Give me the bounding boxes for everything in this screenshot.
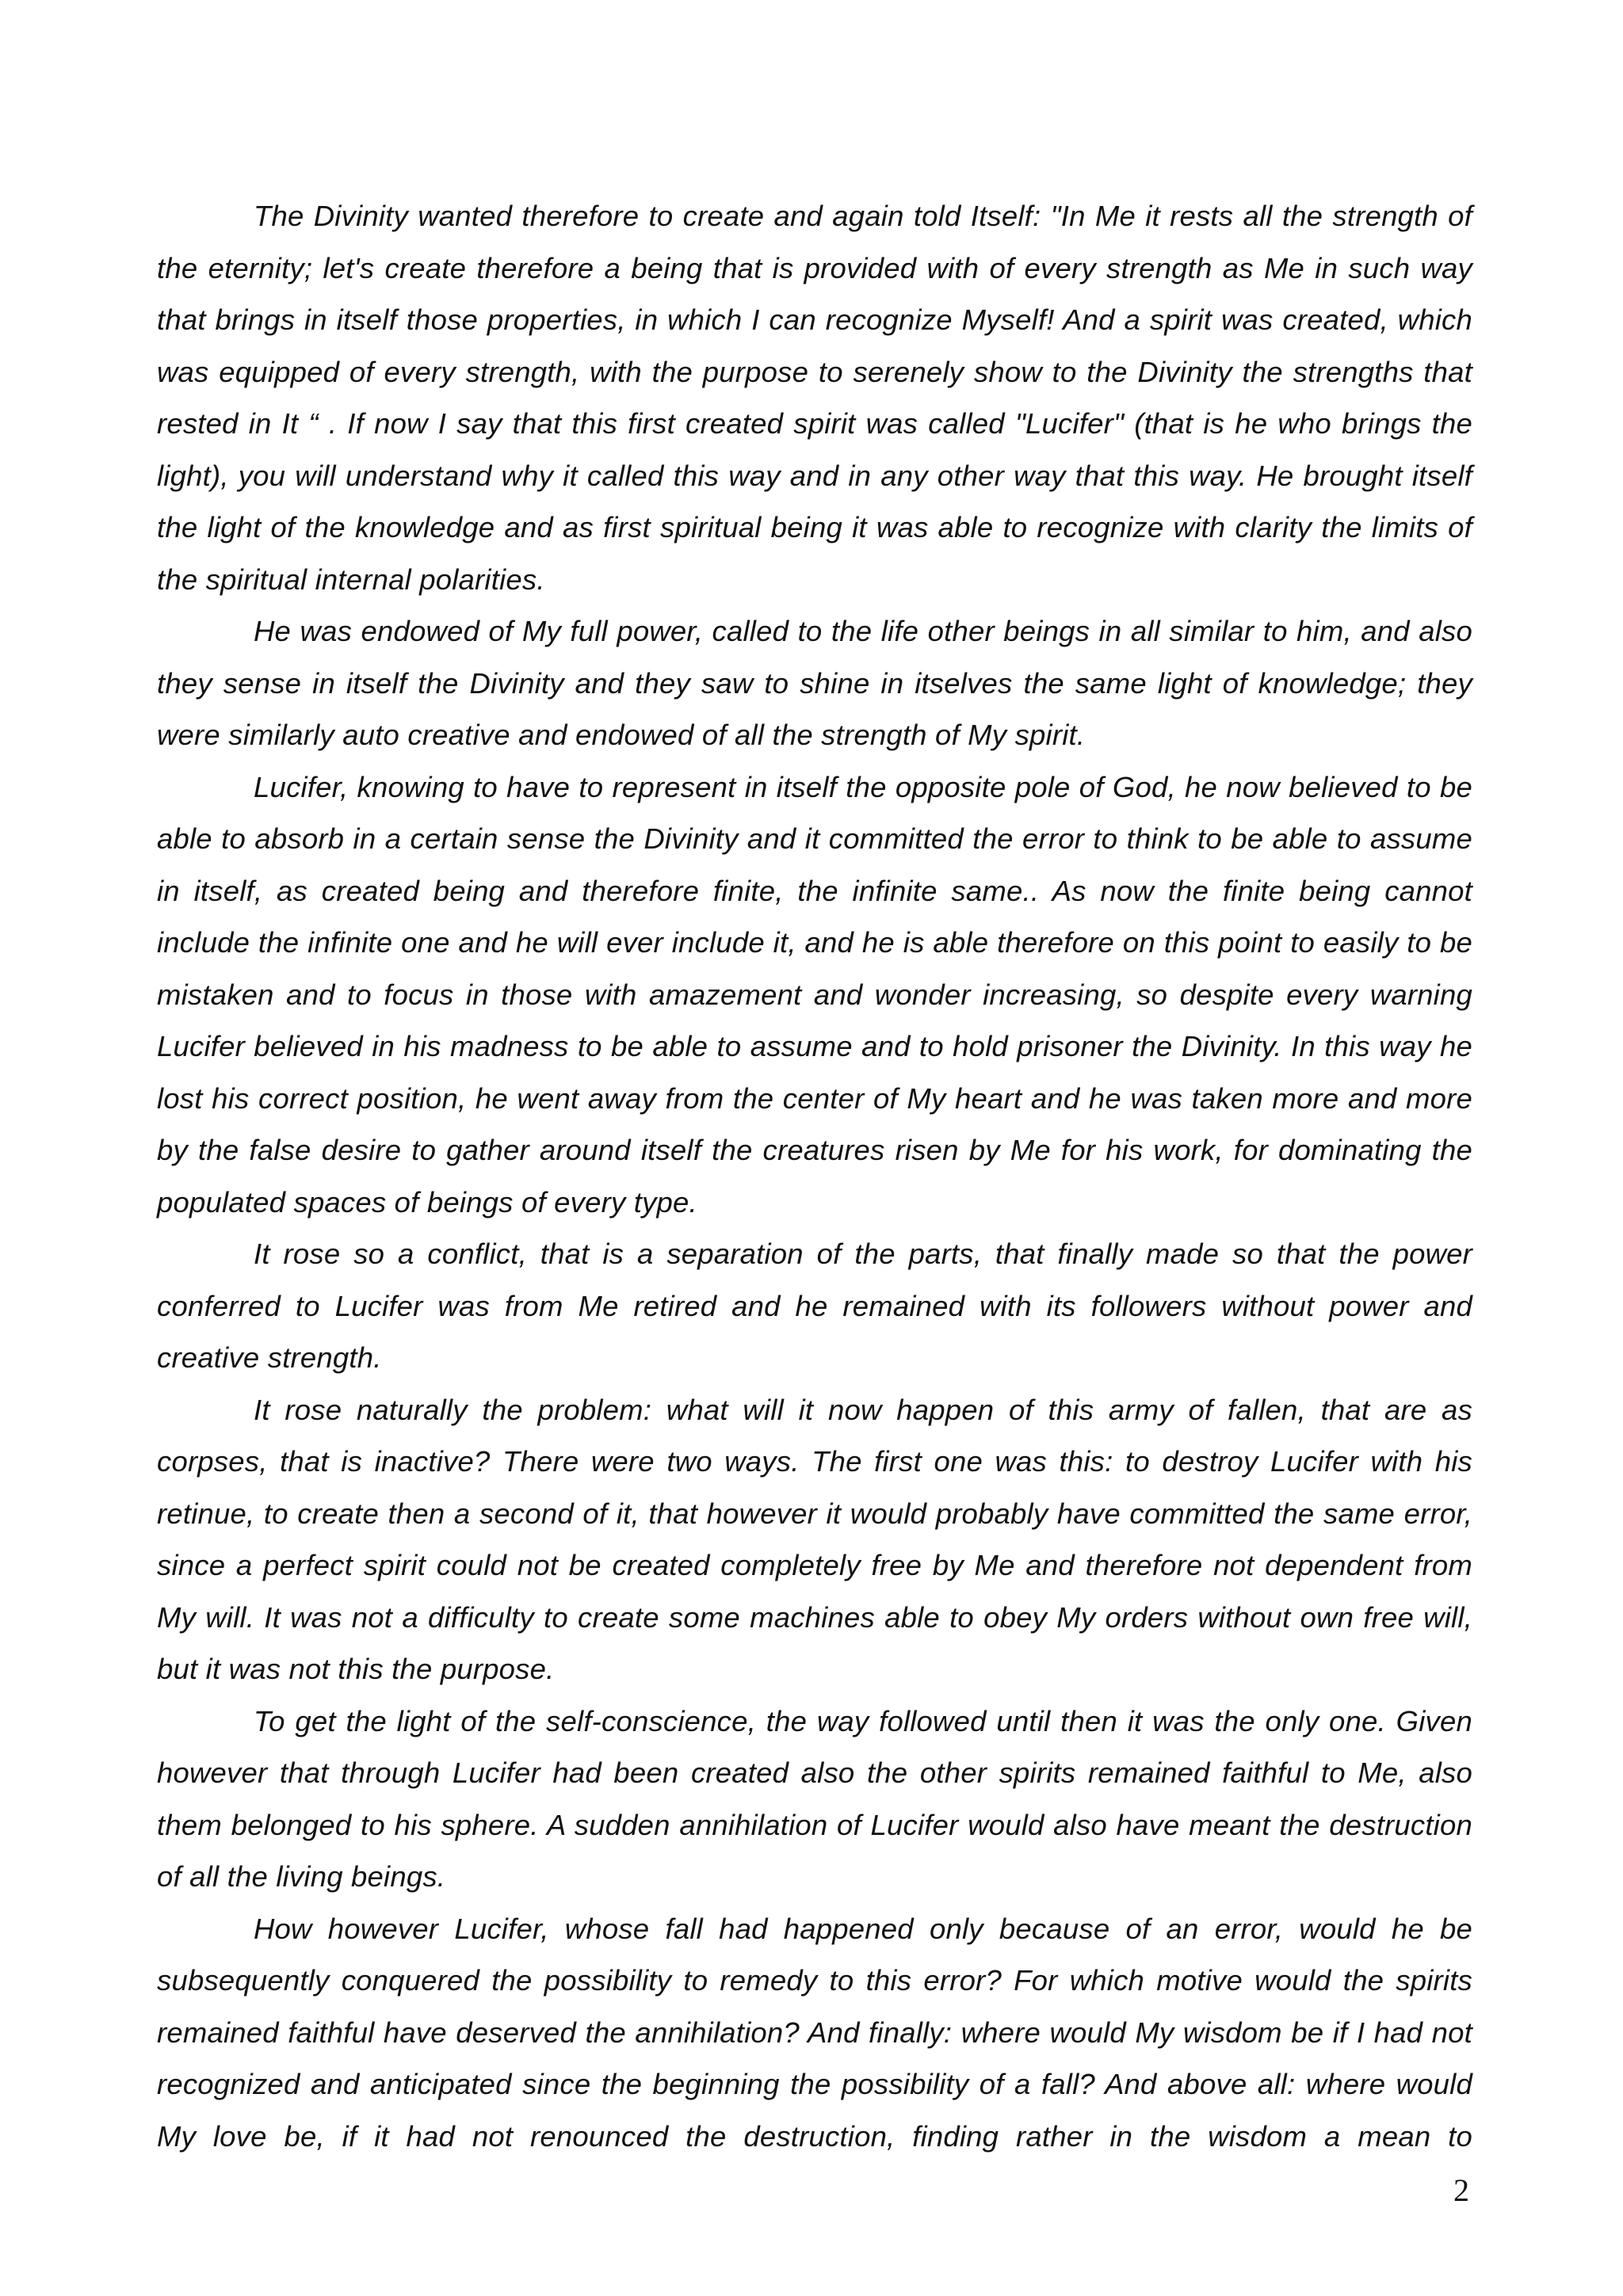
paragraph: Lucifer, knowing to have to represent in itself the opposite pole of God, he now believed to be able to absorb in a certain sense the Divinity and it committed the error to think to be able to assume in itself, as created being and therefore finite, the infinite same.. As now the finite being cannot include the infinite one and he will ever include it, and he is able therefore on this point to easily to be mistaken and to focus in those with amazement and wonder increasing, so despite every warning Lucifer believed in his madness to be able to assume and to hold prisoner the Divinity. In this way he lost his correct position, he went away from the center of My heart and he was taken more and more by the false desire to gather around itself the creatures risen by Me for his work, for dominating the populated spaces of beings of every type. [157, 770, 1472, 1219]
paragraph: He was endowed of My full power, called to the life other beings in all similar to him, and also they sense in itself the Divinity and they saw to shine in itselves the same light of knowledge; they were similarly auto creative and endowed of all the strength of My spirit. [157, 615, 1472, 751]
paragraph: The Divinity wanted therefore to create and again told Itself: "In Me it rests all the strength of the eternity; let's create therefore a being that is provided with of every strength as Me in such way that brings in itself those properties, in which I can recognize Myself! And a spirit was created, which was equipped of every strength, with the purpose to serenely show to the Divinity the strengths that rested in It “ . If now I say that this first created spirit was called "Lucifer" (that is he who brings the light), you will understand why it called this way and in any other way that this way. He brought itself the light of the knowledge and as first spiritual being it was able to recognize with clarity the limits of the spiritual internal polarities. [157, 200, 1472, 596]
document-body [157, 190, 1472, 2162]
paragraph: It rose so a conflict, that is a separation of the parts, that finally made so that the power conferred to Lucifer was from Me retired and he remained with its followers without power and creative strength. [157, 1238, 1472, 1374]
page-number: 2 [1453, 2172, 1469, 2208]
paragraph-last: How however Lucifer, whose fall had happened only because of an error, would he be subsequently conquered the possibility to remedy to this error? For which motive would the spirits remained faithful have deserved the annihilation? And finally: where would My wisdom be if I had not recognized and anticipated since the beginning the possibility of a fall? And above all: where would My love be, if it had not renounced the destruction, finding rather in the wisdom a mean to [157, 1912, 1472, 2153]
paragraph: To get the light of the self-conscience, the way followed until then it was the only one. Given however that through Lucifer had been created also the other spirits remained faithful to Me, also them belonged to his sphere. A sudden annihilation of Lucifer would also have meant the destruction of all the living beings. [157, 1704, 1472, 1893]
paragraph: It rose naturally the problem: what will it now happen of this army of fallen, that are as corpses, that is inactive? There were two ways. The first one was this: to destroy Lucifer with his retinue, to create then a second of it, that however it would probably have committed the same error, since a perfect spirit could not be created completely free by Me and therefore not dependent from My will. It was not a difficulty to create some machines able to obey My orders without own free will, but it was not this the purpose. [157, 1393, 1472, 1685]
